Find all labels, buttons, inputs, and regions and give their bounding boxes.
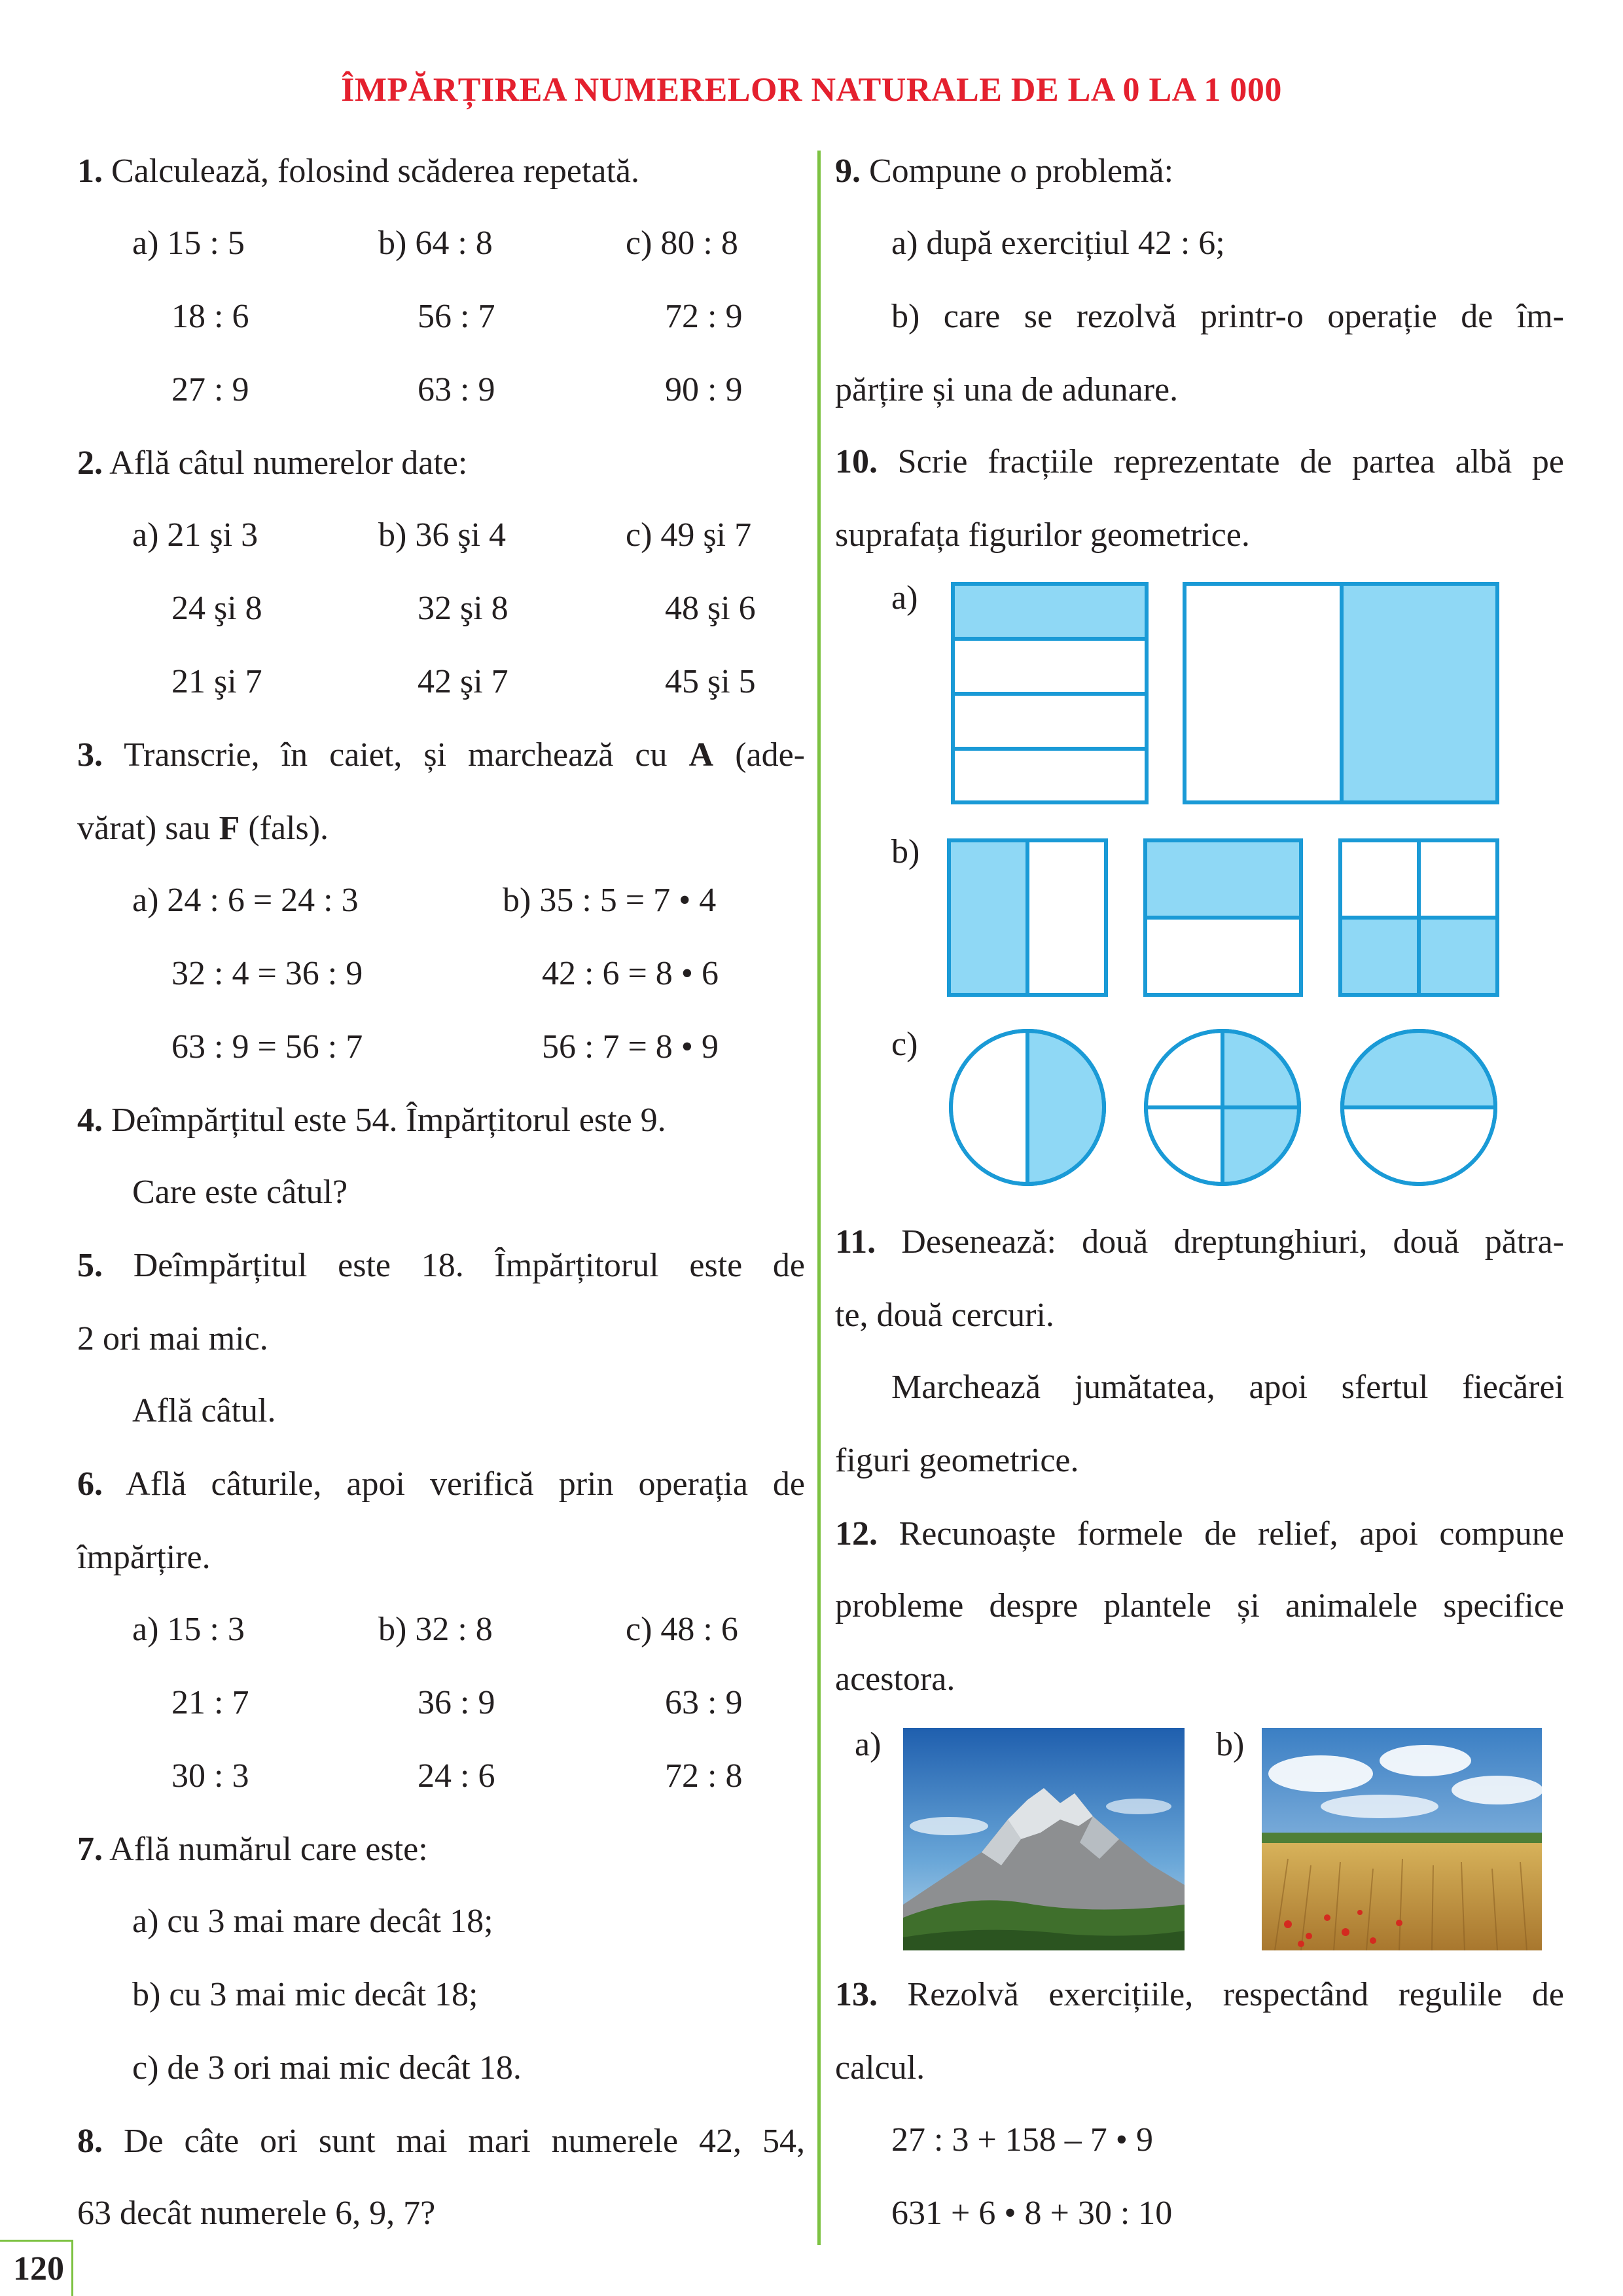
white-part bbox=[1340, 840, 1419, 918]
pair-item: 21 şi 7 bbox=[171, 663, 262, 700]
calc-item: a) 15 : 3 bbox=[132, 1611, 245, 1648]
calc-item: 30 : 3 bbox=[171, 1757, 249, 1795]
exercise-number: 4. bbox=[77, 1102, 103, 1139]
white-part bbox=[953, 639, 1147, 694]
exercise-number: 9. bbox=[835, 152, 861, 190]
calc-item: 36 : 9 bbox=[418, 1684, 495, 1721]
figure-b1-rectangle-halves bbox=[949, 840, 1106, 995]
exercise-text: Calculează, folosind scăderea repetată. bbox=[111, 152, 639, 190]
exercise-number: 1. bbox=[77, 152, 103, 190]
figure-c3-circle-halves bbox=[1342, 1031, 1495, 1184]
filled-part bbox=[1419, 918, 1497, 995]
exercise-number: 6. bbox=[77, 1465, 103, 1503]
mountain-illustration bbox=[903, 1728, 1185, 1950]
calc-item: 56 : 7 bbox=[418, 298, 495, 335]
white-part bbox=[1145, 918, 1301, 995]
exercise-number: 7. bbox=[77, 1831, 103, 1868]
page-title: ÎMPĂRȚIREA NUMERELOR NATURALE DE LA 0 LA 1 000 bbox=[341, 71, 1282, 109]
pair-item: 48 şi 6 bbox=[665, 590, 756, 627]
calc-item: 72 : 8 bbox=[665, 1757, 743, 1795]
pair-item: 32 şi 8 bbox=[418, 590, 508, 627]
equation-item: 32 : 4 = 36 : 9 bbox=[171, 955, 363, 992]
calc-item: b) 32 : 8 bbox=[378, 1611, 493, 1648]
list-item: b) cu 3 mai mic decât 18; bbox=[132, 1976, 478, 2013]
calc-item: a) 15 : 5 bbox=[132, 224, 245, 262]
calc-item: c) 48 : 6 bbox=[626, 1611, 738, 1648]
exercise-number: 2. bbox=[77, 444, 103, 482]
white-part bbox=[1419, 840, 1497, 918]
exercise-number: 13. bbox=[835, 1976, 878, 2013]
equation-item: 42 : 6 = 8 • 6 bbox=[542, 955, 719, 992]
equation-item: 63 : 9 = 56 : 7 bbox=[171, 1028, 363, 1066]
figure-c2-circle-quarters bbox=[1146, 1031, 1299, 1184]
exercise-number: 5. bbox=[77, 1247, 103, 1284]
pair-item: a) 21 şi 3 bbox=[132, 516, 259, 554]
field-illustration bbox=[1262, 1728, 1542, 1950]
figure-label-b: b) bbox=[891, 833, 920, 870]
expression-2: 631 + 6 • 8 + 30 : 10 bbox=[891, 2195, 1173, 2232]
pair-item: 24 şi 8 bbox=[171, 590, 262, 627]
figure-a2-square-halves bbox=[1185, 584, 1497, 802]
pair-item: 45 şi 5 bbox=[665, 663, 756, 700]
pair-item: 42 şi 7 bbox=[418, 663, 508, 700]
field-photo bbox=[1262, 1728, 1542, 1950]
figure-label-c: c) bbox=[891, 1026, 918, 1063]
calc-item: 18 : 6 bbox=[171, 298, 249, 335]
mountain-photo bbox=[903, 1728, 1185, 1950]
figure-label-a: a) bbox=[891, 579, 918, 617]
expression-1: 27 : 3 + 158 – 7 • 9 bbox=[891, 2121, 1153, 2159]
calc-item: 90 : 9 bbox=[665, 371, 743, 408]
photo-label-a: a) bbox=[855, 1726, 882, 1763]
page-number: 120 bbox=[13, 2250, 64, 2287]
exercise-number: 3. bbox=[77, 736, 103, 774]
pair-item: c) 49 şi 7 bbox=[626, 516, 752, 554]
list-item: a) cu 3 mai mare decât 18; bbox=[132, 1903, 493, 1940]
exercise-number: 12. bbox=[835, 1515, 878, 1552]
calc-item: 63 : 9 bbox=[418, 371, 495, 408]
equation-item: b) 35 : 5 = 7 • 4 bbox=[503, 882, 717, 919]
pair-item: b) 36 şi 4 bbox=[378, 516, 506, 554]
calc-item: 27 : 9 bbox=[171, 371, 249, 408]
figure-b2-rectangle-halves bbox=[1145, 840, 1301, 995]
calc-item: 63 : 9 bbox=[665, 1684, 743, 1721]
white-part bbox=[953, 694, 1147, 749]
figure-a1-rectangle-quarters bbox=[953, 584, 1147, 802]
calc-item: 24 : 6 bbox=[418, 1757, 495, 1795]
white-part bbox=[953, 749, 1147, 802]
photo-label-b: b) bbox=[1216, 1726, 1245, 1763]
figure-b3-rectangle-quarters bbox=[1340, 840, 1497, 995]
white-part bbox=[1185, 584, 1342, 802]
list-item: c) de 3 ori mai mic decât 18. bbox=[132, 2049, 522, 2087]
exercise-number: 10. bbox=[835, 443, 878, 480]
white-part bbox=[1027, 840, 1106, 995]
calc-item: c) 80 : 8 bbox=[626, 224, 738, 262]
equation-item: a) 24 : 6 = 24 : 3 bbox=[132, 882, 359, 919]
filled-part bbox=[1027, 1031, 1104, 1184]
figure-c1-circle-halves bbox=[951, 1031, 1104, 1184]
equation-item: 56 : 7 = 8 • 9 bbox=[542, 1028, 719, 1066]
exercise-text: Află câtul numerelor date: bbox=[109, 444, 468, 482]
calc-item: 21 : 7 bbox=[171, 1684, 249, 1721]
filled-part bbox=[1342, 584, 1497, 802]
calc-item: 72 : 9 bbox=[665, 298, 743, 335]
exercise-number: 8. bbox=[77, 2123, 103, 2160]
filled-part bbox=[1340, 918, 1419, 995]
filled-part bbox=[1342, 1031, 1495, 1107]
filled-part bbox=[949, 840, 1027, 995]
filled-part bbox=[953, 584, 1147, 639]
exercise-number: 11. bbox=[835, 1223, 876, 1261]
filled-part bbox=[1145, 840, 1301, 918]
calc-item: b) 64 : 8 bbox=[378, 224, 493, 262]
